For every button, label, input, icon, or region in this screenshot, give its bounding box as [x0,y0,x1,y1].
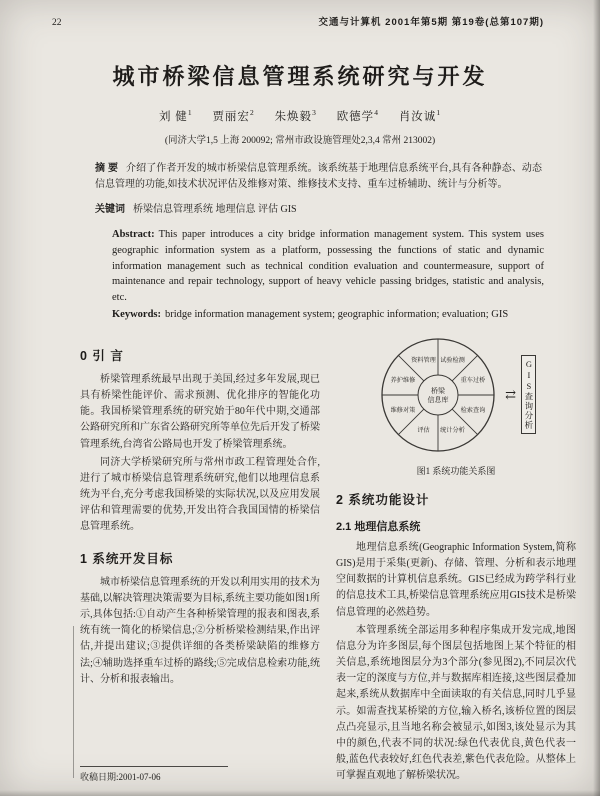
keywords-cn-text: 桥梁信息管理系统 地理信息 评估 GIS [133,204,297,215]
scan-edge-shadow-bottom [0,790,600,796]
author-name: 欧德学 [336,111,375,123]
author [212,108,255,123]
author [398,108,442,123]
right-column [336,333,576,787]
section-2-1-heading: 2.1 地理信息系统 [336,520,421,533]
abstract-cn [95,161,542,193]
keywords-en [112,309,544,320]
wheel-segment-label: 统计分析 [440,426,465,434]
wheel-segment-label: 评估 [417,426,430,434]
paragraph: 城市桥梁信息管理系统的开发以利用实用的技术为基础,以解决管理决策需要为目标,系统主要功能如图1所示,具体包括:①自动产生各种桥梁管理的报表和图表,系统有统一简化的桥梁信息;②分析桥梁检测结果,作出评估,并提出建议;③提供详细的各类桥梁缺陷的维修方法;④辅助选择重车过桥的路线;⑤完成信息检索功能,统计、分析和报表输出。 [80,576,320,685]
scan-edge-shadow [593,0,600,796]
author-affil-sup: 1 [187,108,193,118]
paragraph: 同济大学桥梁研究所与常州市政工程管理处合作,进行了城市桥梁信息管理系统研究,他们以地理信息系统为平台,充分考虑我国桥梁的实际状况,以及应用发展评估和管理需要的优势,开发出符合我国国情的桥梁信息管理系统。 [80,456,320,533]
author [274,108,317,123]
author-name: 刘 健 [158,111,188,123]
author [158,108,193,123]
paragraph: 本管理系统全部运用多种程序集成开发完成,地图信息分为许多图层,每个图层包括地图上某个特征的相关信息,系统地图层分为3个部分(参见图2),不同层次代表一定的深度与方位,并与数据库相连接,这些图层叠加起来,系统从数据库中全面读取的有关信息,同时几乎显示。如需查找某桥梁的方位,输入桥名,该桥位置的图层点凸亮显示,且当地名称会被显示,如图3,该处显示为其中的颜色,代表不同的状况:绿色代表优良,黄色代表一般,蓝色代表较好,红色代表差,紫色代表危险。从整体上可掌握直观地了解桥梁状况。 [336,624,576,782]
wheel-segment-label: 重车过桥 [460,376,486,384]
abstract-en [112,227,544,306]
author-affil-sup: 4 [374,108,379,118]
keywords-cn [95,200,542,215]
wheel-center-line1: 桥梁 [431,386,446,395]
section-0-heading: 0 引 言 [80,348,124,363]
author-affil-sup: 2 [249,108,255,118]
journal-line: 交通与计算机 2001年第5期 第19卷(总第107期) [318,17,544,28]
affiliation-line: (同济大学1,5 上海 200092; 常州市政设施管理处2,3,4 常州 213002) [164,136,436,146]
wheel-segment-label: 维修对策 [390,406,416,414]
abstract-en-label: Abstract: [112,229,155,240]
author-affil-sup: 3 [312,108,317,118]
abstract-cn-label: 摘 要 [95,163,119,174]
figure1-caption: 图1 系统功能关系图 [416,465,496,476]
section-2-heading: 2 系统功能设计 [336,492,430,507]
gis-query-box: GIS查询分析 [521,355,536,434]
author-affil-sup: 1 [436,108,442,118]
author-name: 朱焕毅 [274,111,313,123]
left-column [80,333,320,787]
author [336,108,379,123]
received-date-note: 收稿日期:2001-07-06 [80,766,228,783]
wheel-segment-label: 养护维修 [390,376,416,384]
section-1-heading: 1 系统开发目标 [80,551,174,566]
double-arrow-icon: ⇄ [505,386,516,402]
two-column-body [80,333,576,787]
paragraph: 桥梁管理系统最早出现于美国,经过多年发展,现已具有桥梁性能评价、需求预测、优化排序的智能化功能。我国桥梁管理系统的研究始于80年代中期,交通部公路研究所和广东省公路研究所等单位先后开发了桥梁管理系统,台湾省公路局也开发了桥梁管理系统。 [80,373,320,450]
figure1-function-wheel [376,333,500,457]
page-number: 22 [52,18,62,28]
scan-binding-line [73,626,74,778]
keywords-en-label: Keywords: [112,308,161,320]
wheel-segment-label: 试验检测 [440,356,465,364]
figure1-diagram [336,333,576,457]
abstract-cn-text: 介绍了作者开发的城市桥梁信息管理系统。该系统基于地理信息系统平台,具有各种静态、动态信息管理的功能,如技术状况评估及维修对策、维修技术支持、重车过桥辅助、统计与分析等。 [95,163,543,190]
paragraph: 地理信息系统(Geographic Information System,简称GIS)是用于采集(更新)、存储、管理、分析和表示地理空间数据的计算机信息系统。GIS已经成为跨学科行业的信息技术工具,桥梁信息管理系统应用GIS技术是桥梁信息管理的必然趋势。 [336,541,576,618]
author-name: 肖汝诚 [398,111,437,123]
page-header [0,0,600,28]
wheel-segment-label: 检索查询 [460,406,486,414]
keywords-cn-label: 关键词 [95,204,125,215]
keywords-en-text: bridge information management system; geographic information; evaluation; GIS [165,308,509,320]
abstract-en-text: This paper introduces a city bridge information management system. This system uses geographic information system as a platform, possessing the functions of static and dynamic information management such as technical condition evaluation and countermeasure, support of maintenance and repair technology, support of heavy vehicle passing bridges, statistic and analysis, etc. [112,229,544,303]
paper-title: 城市桥梁信息管理系统研究与开发 [112,64,488,89]
wheel-segment-label: 资料管理 [411,356,436,364]
wheel-center-line2: 信息库 [427,395,449,404]
authors-line [0,108,600,124]
author-name: 贾丽宏 [212,111,250,123]
